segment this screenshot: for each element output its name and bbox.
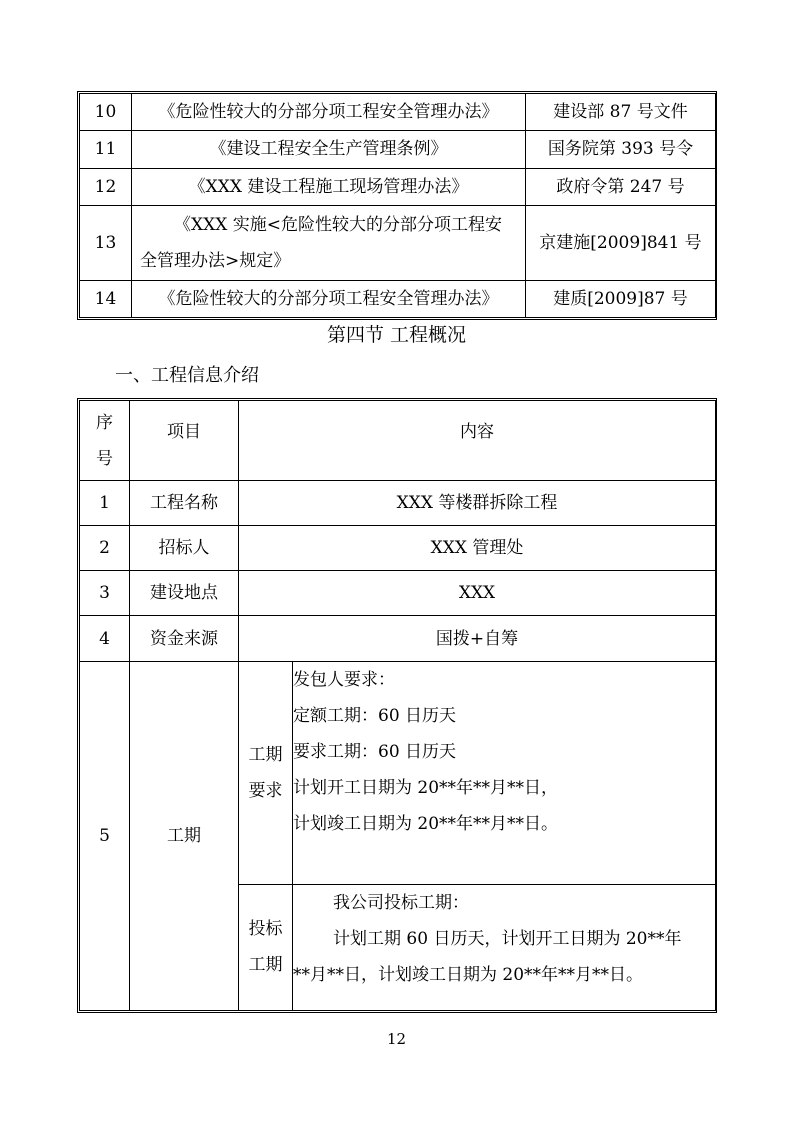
row-item: 资金来源: [130, 616, 239, 662]
regulations-table: [79, 93, 716, 318]
table-row: [80, 131, 716, 168]
bid-line: **月**日，计划竣工日期为 20**年**月**日。: [293, 964, 644, 985]
row-content: XXX 等楼群拆除工程: [239, 481, 716, 526]
req-line: 计划开工日期为 20**年**月**日，: [293, 778, 559, 799]
row-no: 5: [80, 662, 130, 1011]
reg-ref: 建质[2009]87 号: [526, 280, 716, 317]
reg-name: 《危险性较大的分部分项工程安全管理办法》: [132, 280, 526, 317]
req-line: 要求工期：60 日历天: [293, 742, 457, 763]
reg-no: 14: [80, 280, 132, 317]
reg-name-line2: 全管理办法>规定》: [140, 250, 291, 271]
table-row: [80, 205, 716, 280]
header-content: 内容: [239, 401, 716, 481]
bid-line: 我公司投标工期：: [333, 892, 469, 913]
reg-no: 11: [80, 131, 132, 168]
reg-ref: 国务院第 393 号令: [526, 131, 716, 168]
header-item: 项目: [130, 401, 239, 481]
row-item: 招标人: [130, 526, 239, 571]
info-table: [79, 400, 716, 1011]
reg-ref: 建设部 87 号文件: [526, 94, 716, 131]
header-no-line2: 号: [96, 448, 113, 469]
page-number: 12: [386, 1030, 407, 1048]
section-title: 第四节 工程概况: [326, 324, 467, 346]
row-content: XXX 管理处: [239, 526, 716, 571]
table-row: [80, 168, 716, 205]
row-content: XXX: [239, 571, 716, 616]
table-row: [80, 280, 716, 317]
info-table-frame: [77, 398, 717, 1013]
row-no: 1: [80, 481, 130, 526]
bid-label: [239, 884, 293, 1010]
reg-no: 10: [80, 94, 132, 131]
row-item: 工程名称: [130, 481, 239, 526]
req-content: [293, 662, 716, 884]
table-row-period-requirement: [80, 662, 716, 884]
table-row: [80, 526, 716, 571]
regulations-table-frame: [77, 91, 717, 320]
reg-name-line1: 《XXX 实施<危险性较大的分部分项工程安: [174, 214, 502, 235]
row-item: 工期: [130, 662, 239, 1011]
row-content: 国拨+自筹: [239, 616, 716, 662]
row-no: 4: [80, 616, 130, 662]
req-line: 发包人要求：: [293, 670, 395, 691]
table-row: [80, 571, 716, 616]
header-no-line1: 序: [96, 412, 113, 433]
row-no: 3: [80, 571, 130, 616]
bid-label-line2: 工期: [248, 955, 283, 976]
reg-name: 《建设工程安全生产管理条例》: [132, 131, 526, 168]
reg-name: 《XXX 建设工程施工现场管理办法》: [132, 168, 526, 205]
row-item: 建设地点: [130, 571, 239, 616]
req-line: 定额工期：60 日历天: [293, 706, 457, 727]
table-row: [80, 616, 716, 662]
table-header-row: [80, 401, 716, 481]
subsection-title: 一、工程信息介绍: [115, 365, 259, 386]
req-label-line2: 要求: [248, 781, 283, 802]
reg-ref: 政府令第 247 号: [526, 168, 716, 205]
reg-name: 《危险性较大的分部分项工程安全管理办法》: [132, 94, 526, 131]
req-label-line1: 工期: [248, 745, 283, 766]
bid-label-line1: 投标: [248, 919, 283, 940]
bid-line: 计划工期 60 日历天，计划开工日期为 20**年: [333, 928, 682, 949]
reg-ref: 京建施[2009]841 号: [526, 205, 716, 280]
header-no: [80, 401, 130, 481]
table-row: [80, 481, 716, 526]
bid-content: [293, 884, 716, 1010]
reg-no: 12: [80, 168, 132, 205]
reg-name: [132, 205, 526, 280]
req-line: 计划竣工日期为 20**年**月**日。: [293, 814, 559, 835]
row-no: 2: [80, 526, 130, 571]
table-row: [80, 94, 716, 131]
req-label: [239, 662, 293, 884]
reg-no: 13: [80, 205, 132, 280]
